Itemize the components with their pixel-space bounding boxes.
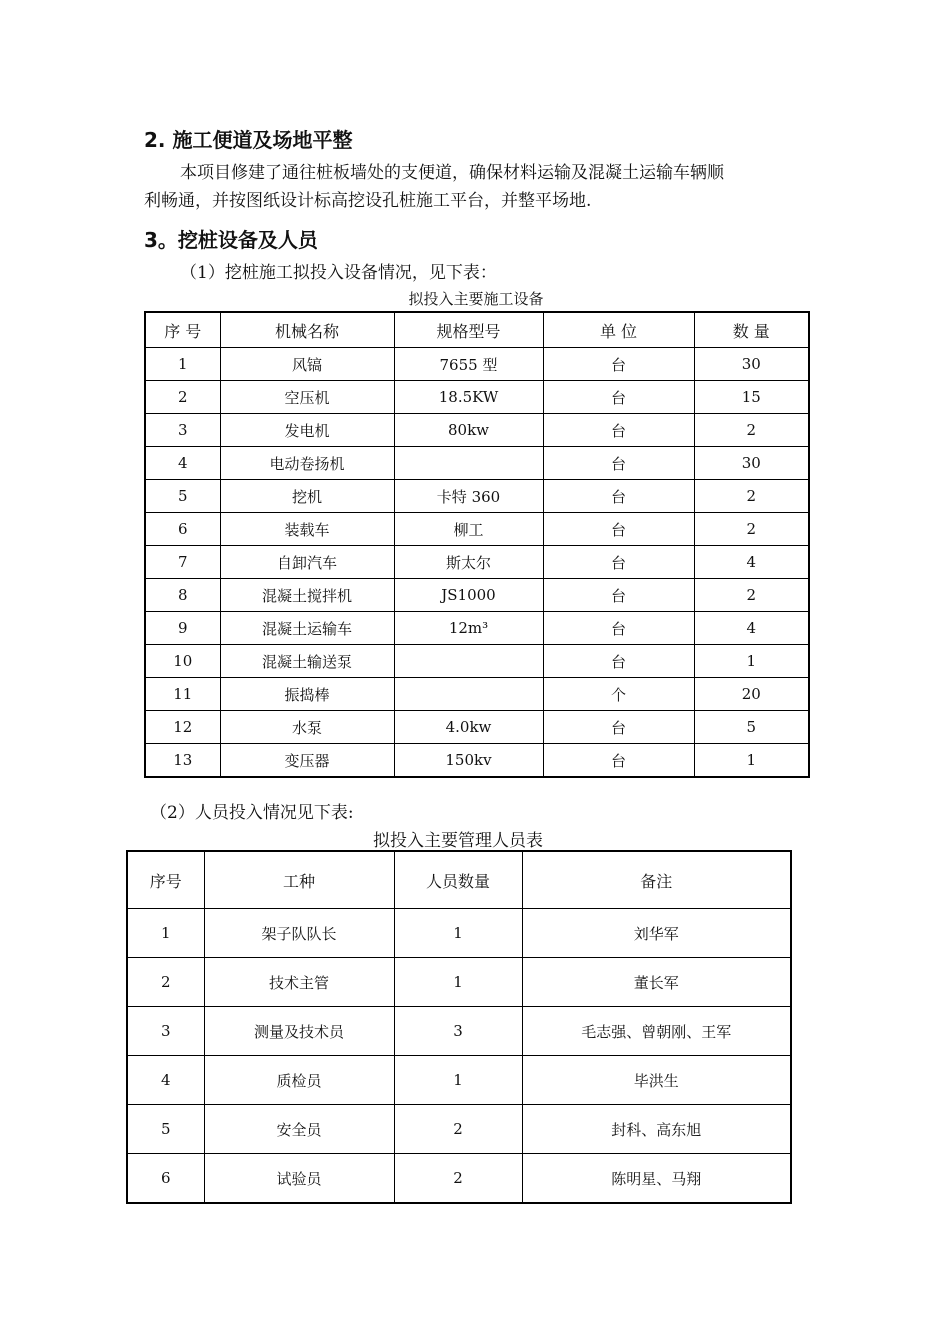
column-header: 备注 [522,851,791,909]
table-cell: 8 [145,579,220,612]
column-header: 人员数量 [394,851,522,909]
table-cell: 测量及技术员 [204,1007,394,1056]
table-cell: 2 [145,381,220,414]
section-3-heading: 3。挖桩设备及人员 [144,228,318,252]
table-cell: 毕洪生 [522,1056,791,1105]
equipment-table [144,311,810,778]
table-row [127,958,791,1007]
table-cell: 台 [543,579,694,612]
table-cell: 空压机 [220,381,394,414]
table-cell: 80kw [394,414,543,447]
table-cell: 4 [694,612,809,645]
table-cell: 12 [145,711,220,744]
table-cell: 2 [694,480,809,513]
table-row [127,1105,791,1154]
table-cell: 技术主管 [204,958,394,1007]
table-cell: 董长军 [522,958,791,1007]
table-cell: 1 [145,348,220,381]
table-cell: 质检员 [204,1056,394,1105]
table-row [145,645,809,678]
table-cell: 架子队队长 [204,909,394,958]
table-cell: 150kv [394,744,543,778]
table-cell: 挖机 [220,480,394,513]
table-row [127,909,791,958]
table-cell: 11 [145,678,220,711]
table-cell: 刘华军 [522,909,791,958]
table-cell: 风镐 [220,348,394,381]
table-cell: 1 [394,909,522,958]
table-row [145,513,809,546]
column-header: 数 量 [694,312,809,348]
staff-table-body [127,909,791,1204]
table-cell: 发电机 [220,414,394,447]
table-cell: 台 [543,546,694,579]
column-header: 序 号 [145,312,220,348]
table-cell: 13 [145,744,220,778]
table-cell: 30 [694,447,809,480]
staff-intro: （2）人员投入情况见下表: [150,803,354,823]
table-cell: 1 [694,645,809,678]
table-cell: 4 [694,546,809,579]
table-cell: 7 [145,546,220,579]
column-header: 单 位 [543,312,694,348]
table-cell: 5 [145,480,220,513]
table-cell: 台 [543,744,694,778]
table-cell: 20 [694,678,809,711]
table-cell: 6 [145,513,220,546]
table-cell: 台 [543,348,694,381]
table-cell: 1 [394,1056,522,1105]
column-header: 序号 [127,851,204,909]
table-cell: 10 [145,645,220,678]
table-cell: 毛志强、曾朝刚、王军 [522,1007,791,1056]
table-cell: 2 [394,1154,522,1204]
table-cell: 水泵 [220,711,394,744]
column-header: 规格型号 [394,312,543,348]
table-cell: 7655 型 [394,348,543,381]
section-2-paragraph-line-1: 本项目修建了通往桩板墙处的支便道，确保材料运输及混凝土运输车辆顺 [180,163,724,183]
table-cell: 2 [394,1105,522,1154]
equipment-table-header [145,312,809,348]
table-cell: 5 [127,1105,204,1154]
table-cell: 5 [694,711,809,744]
table-cell: 2 [694,513,809,546]
table-row [127,1154,791,1204]
table-cell: 2 [694,579,809,612]
table-cell: 1 [127,909,204,958]
table-cell: 18.5KW [394,381,543,414]
table-cell: 台 [543,447,694,480]
table-cell: 3 [145,414,220,447]
table-cell: 6 [127,1154,204,1204]
section-2-heading: 2. 施工便道及场地平整 [144,128,353,152]
table-cell: 柳工 [394,513,543,546]
table-cell [394,447,543,480]
table-row [145,711,809,744]
table-cell: 混凝土运输车 [220,612,394,645]
table-cell [394,678,543,711]
table-cell: 4 [145,447,220,480]
table-cell: 9 [145,612,220,645]
table-cell: 振捣棒 [220,678,394,711]
table-cell: 变压器 [220,744,394,778]
table-cell: 混凝土搅拌机 [220,579,394,612]
table-cell [394,645,543,678]
table-row [145,678,809,711]
table-cell: 电动卷扬机 [220,447,394,480]
table-cell: 装载车 [220,513,394,546]
equipment-table-caption: 拟投入主要施工设备 [408,290,544,308]
table-row [145,744,809,778]
table-cell: 台 [543,381,694,414]
table-cell: 安全员 [204,1105,394,1154]
column-header: 工种 [204,851,394,909]
table-cell: JS1000 [394,579,543,612]
table-cell: 2 [694,414,809,447]
table-cell: 3 [394,1007,522,1056]
table-cell: 自卸汽车 [220,546,394,579]
table-row [145,546,809,579]
staff-table [126,850,792,1204]
table-cell: 台 [543,645,694,678]
table-row [145,480,809,513]
table-cell: 4 [127,1056,204,1105]
table-cell: 陈明星、马翔 [522,1154,791,1204]
table-cell: 混凝土输送泵 [220,645,394,678]
staff-table-caption: 拟投入主要管理人员表 [373,831,543,851]
staff-table-header [127,851,791,909]
table-row [145,414,809,447]
table-cell: 试验员 [204,1154,394,1204]
table-cell: 2 [127,958,204,1007]
table-row [145,381,809,414]
table-cell: 台 [543,513,694,546]
equipment-table-body [145,348,809,778]
table-row [145,447,809,480]
table-cell: 4.0kw [394,711,543,744]
table-cell: 15 [694,381,809,414]
table-row [145,612,809,645]
table-row [127,1056,791,1105]
table-row [145,348,809,381]
table-cell: 台 [543,711,694,744]
table-cell: 斯太尔 [394,546,543,579]
equipment-intro: （1）挖桩施工拟投入设备情况，见下表： [180,263,497,283]
table-cell: 封科、高东旭 [522,1105,791,1154]
table-cell: 台 [543,414,694,447]
table-cell: 个 [543,678,694,711]
column-header: 机械名称 [220,312,394,348]
table-row [145,579,809,612]
table-cell: 台 [543,612,694,645]
section-2-paragraph-line-2: 利畅通，并按图纸设计标高挖设孔桩施工平台，并整平场地. [144,191,592,211]
table-cell: 1 [694,744,809,778]
table-cell: 台 [543,480,694,513]
table-cell: 卡特 360 [394,480,543,513]
table-cell: 1 [394,958,522,1007]
table-cell: 12m³ [394,612,543,645]
table-row [127,1007,791,1056]
table-cell: 30 [694,348,809,381]
table-cell: 3 [127,1007,204,1056]
